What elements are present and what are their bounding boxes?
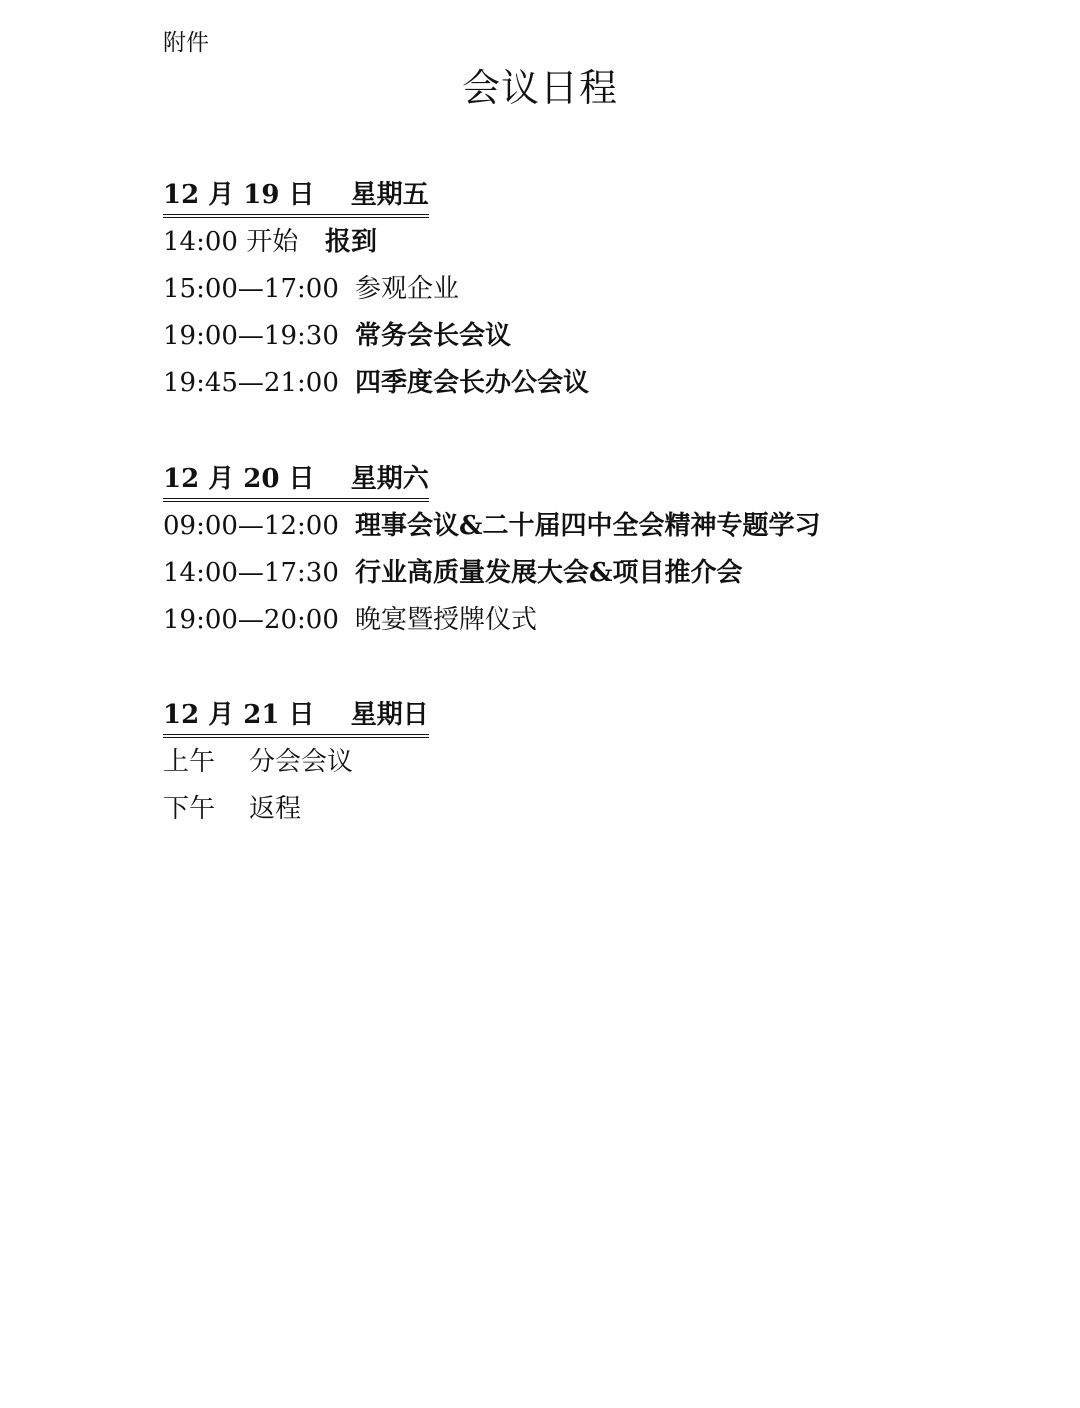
schedule-item: 四季度会长办公会议 [355,368,590,398]
schedule-row [163,555,820,602]
schedule-item: 返程 [249,794,302,824]
schedule-list [163,744,429,838]
schedule-row [163,791,429,838]
schedule-item: 报到 [325,227,378,257]
schedule-time: 19:00—20:00 [163,605,339,635]
schedule-row [163,602,820,649]
day-section-dec-21 [163,698,429,838]
schedule-row [163,224,589,271]
schedule-time: 14:00 开始 [163,227,299,257]
schedule-row [163,508,820,555]
schedule-time: 19:00—19:30 [163,321,339,351]
schedule-time: 09:00—12:00 [163,511,339,541]
schedule-item: 常务会长会议 [355,321,512,351]
schedule-time: 上午 [163,747,216,777]
page-title: 会议日程 [461,66,618,110]
schedule-time: 14:00—17:30 [163,558,339,588]
attachment-label: 附件 [163,30,209,56]
schedule-item: 行业高质量发展大会&项目推介会 [355,558,743,588]
schedule-item: 理事会议&二十届四中全会精神专题学习 [355,511,821,541]
schedule-list [163,224,589,412]
schedule-item: 晚宴暨授牌仪式 [355,605,538,635]
day-header: 12 月 20 日 星期六 [163,462,429,502]
schedule-row [163,271,589,318]
day-section-dec-19 [163,178,589,412]
schedule-list [163,508,820,649]
schedule-time: 19:45—21:00 [163,368,339,398]
schedule-time: 下午 [163,794,216,824]
day-section-dec-20 [163,462,820,649]
schedule-row [163,744,429,791]
schedule-item: 参观企业 [355,274,460,304]
day-header: 12 月 21 日 星期日 [163,698,429,738]
schedule-row [163,365,589,412]
schedule-row [163,318,589,365]
schedule-time: 15:00—17:00 [163,274,339,304]
day-header: 12 月 19 日 星期五 [163,178,429,218]
schedule-item: 分会会议 [249,747,354,777]
